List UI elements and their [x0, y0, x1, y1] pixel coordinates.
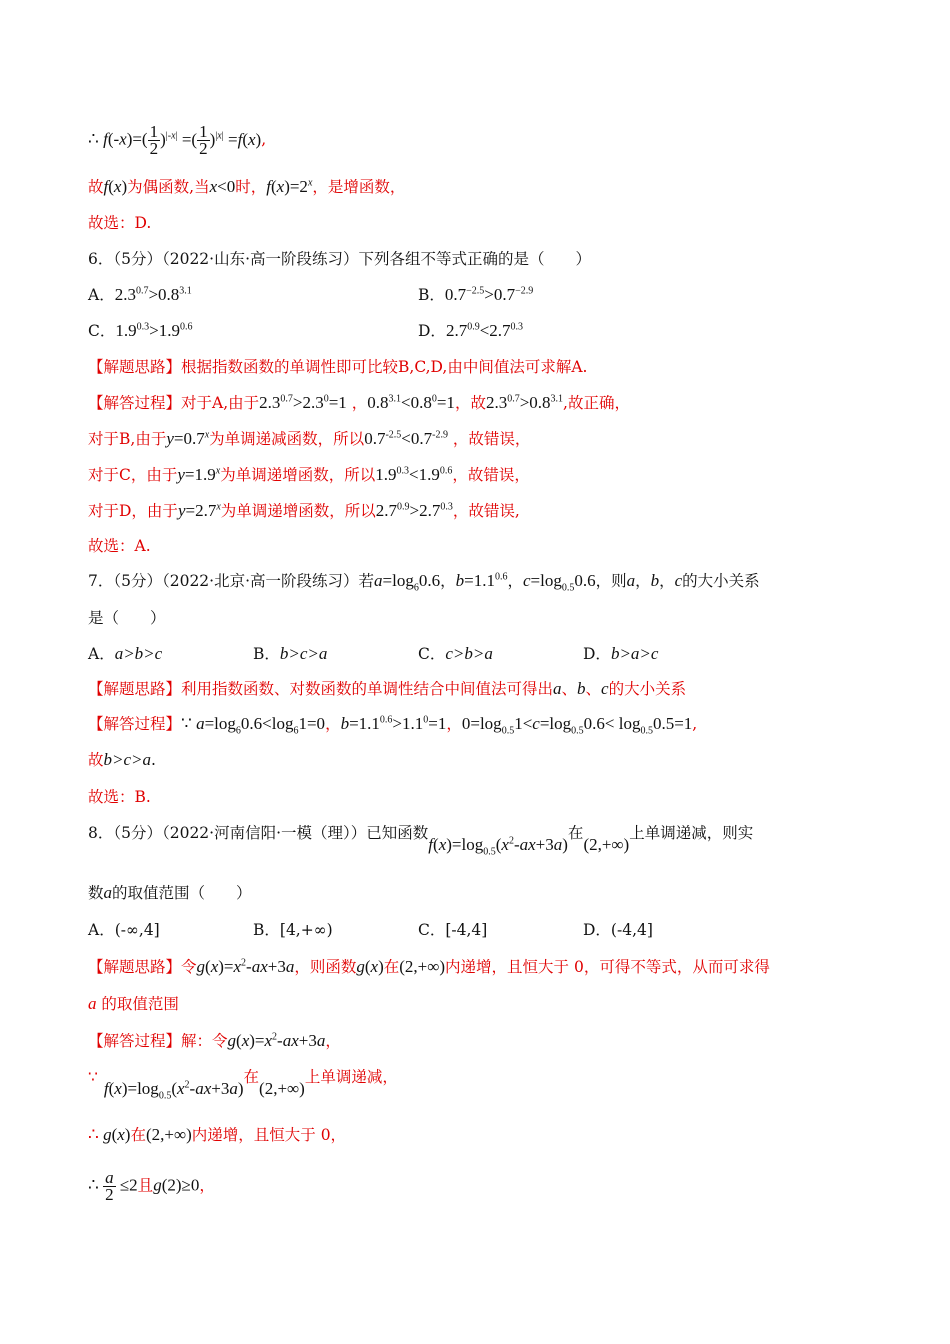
- line-even-function-conclusion: 故f(x)为偶函数,当x<0时，$f(x)=2^x$，是增函数，: [88, 177, 406, 196]
- q7-option-b: B．b>c>a: [253, 644, 328, 663]
- q6-option-d: D．$2.7^{0.9}<2.7^{0.3}$: [418, 321, 524, 340]
- q8-solution-step-2: $\because f(x)=\log_{0.5}(x^2-ax+3a)$在(2,+∞)上单调递减，: [88, 1068, 398, 1102]
- q8-option-a: A．(-∞,4]: [88, 921, 160, 939]
- q7-option-d: D．b>a>c: [583, 644, 659, 663]
- q7-option-c: C．c>b>a: [418, 644, 493, 663]
- q8-solution-step-3: ∴ g(x)在(2,+∞)内递增，且恒大于 0，: [88, 1125, 347, 1144]
- q6-option-a: A．$2.3^{0.7}>0.8^{3.1}$: [88, 285, 192, 304]
- q8-solution-step-1: 【解答过程】解：令$g(x)=x^2-ax+3a$，: [88, 1031, 341, 1050]
- answer-q5: 故选：D.: [88, 214, 152, 232]
- question-7-stem: 7．（5分）（2022·北京·高一阶段练习）若$a=\log_60.6$，$b=1.1^{0.6}$，$c=\log_{0.5}0.6$，则a，b，c的大小关系: [88, 571, 760, 594]
- q7-solution-step-1: 【解答过程】∵ $a=\log_60.6<\log_61=0$，$b=1.1^{0.6}>1.1^0=1$，$0=\log_{0.5}1<c=\log_{0.5}0.6< \log_{0.5}0.5=1$,: [88, 714, 698, 737]
- q6-solution-step-1: 【解答过程】对于A,由于$2.3^{0.7}>2.3^0=1$ ，$0.8^{3.1}<0.8^0=1$，故$2.3^{0.7}>0.8^{3.1}$,故正确，: [88, 393, 630, 412]
- q6-solution-step-3: 对于C，由于$y=1.9^x$为单调递增函数，所以$1.9^{0.3}<1.9^{0.6}$，故错误，: [88, 465, 530, 484]
- q7-solution-step-2: 故b>c>a.: [88, 750, 156, 769]
- question-8-stem-cont: 数a的取值范围（ ）: [88, 883, 252, 902]
- q8-option-b: B．[4,+∞): [253, 921, 333, 939]
- q8-solution-step-4: ∴ $\frac{a}{2}$ ≤2且g(2)≥0，: [88, 1168, 215, 1204]
- q6-solution-idea: 【解题思路】根据指数函数的单调性即可比较B,C,D,由中间值法可求解A.: [88, 358, 588, 376]
- question-8-stem: 8．（5分）（2022·河南信阳·一模（理））已知函数$f(x)=\log_{0.5}(x^2-ax+3a)$在(2,+∞)上单调递减，则实: [88, 824, 754, 858]
- q8-solution-idea-cont: a 的取值范围: [88, 994, 179, 1013]
- q8-solution-idea: 【解题思路】令$g(x)=x^2-ax+3a$，则函数g(x)在(2,+∞)内递增，且恒大于 0，可得不等式，从而可求得: [88, 957, 770, 976]
- question-6-stem: 6．（5分）（2022·山东·高一阶段练习）下列各组不等式正确的是（ ）: [88, 250, 592, 268]
- q6-solution-step-2: 对于B,由于$y=0.7^x$为单调递减函数，所以$0.7^{-2.5}<0.7^{-2.9}$ ，故错误，: [88, 429, 531, 448]
- q6-option-c: C．$1.9^{0.3}>1.9^{0.6}$: [88, 321, 193, 340]
- line-even-function-derivation: ∴ f(-x)=( $\frac{1}{2}$ )$^{|-x|}$ =( $\frac{1}{2}$ )$^{|x|}$ =f(x),: [88, 122, 267, 158]
- q8-option-d: D．(-4,4]: [583, 921, 653, 939]
- q7-solution-idea: 【解题思路】利用指数函数、对数函数的单调性结合中间值法可得出a、b、c的大小关系: [88, 679, 687, 698]
- question-7-stem-cont: 是（ ）: [88, 609, 166, 627]
- q8-option-c: C．[-4,4]: [418, 921, 488, 939]
- answer-q6: 故选：A.: [88, 537, 151, 555]
- q6-option-b: B．$0.7^{-2.5}>0.7^{-2.9}$: [418, 285, 534, 304]
- q7-option-a: A．a>b>c: [88, 644, 163, 663]
- answer-q7: 故选：B.: [88, 788, 151, 806]
- q6-solution-step-4: 对于D，由于$y=2.7^x$为单调递增函数，所以$2.7^{0.9}>2.7^{0.3}$，故错误,: [88, 501, 520, 520]
